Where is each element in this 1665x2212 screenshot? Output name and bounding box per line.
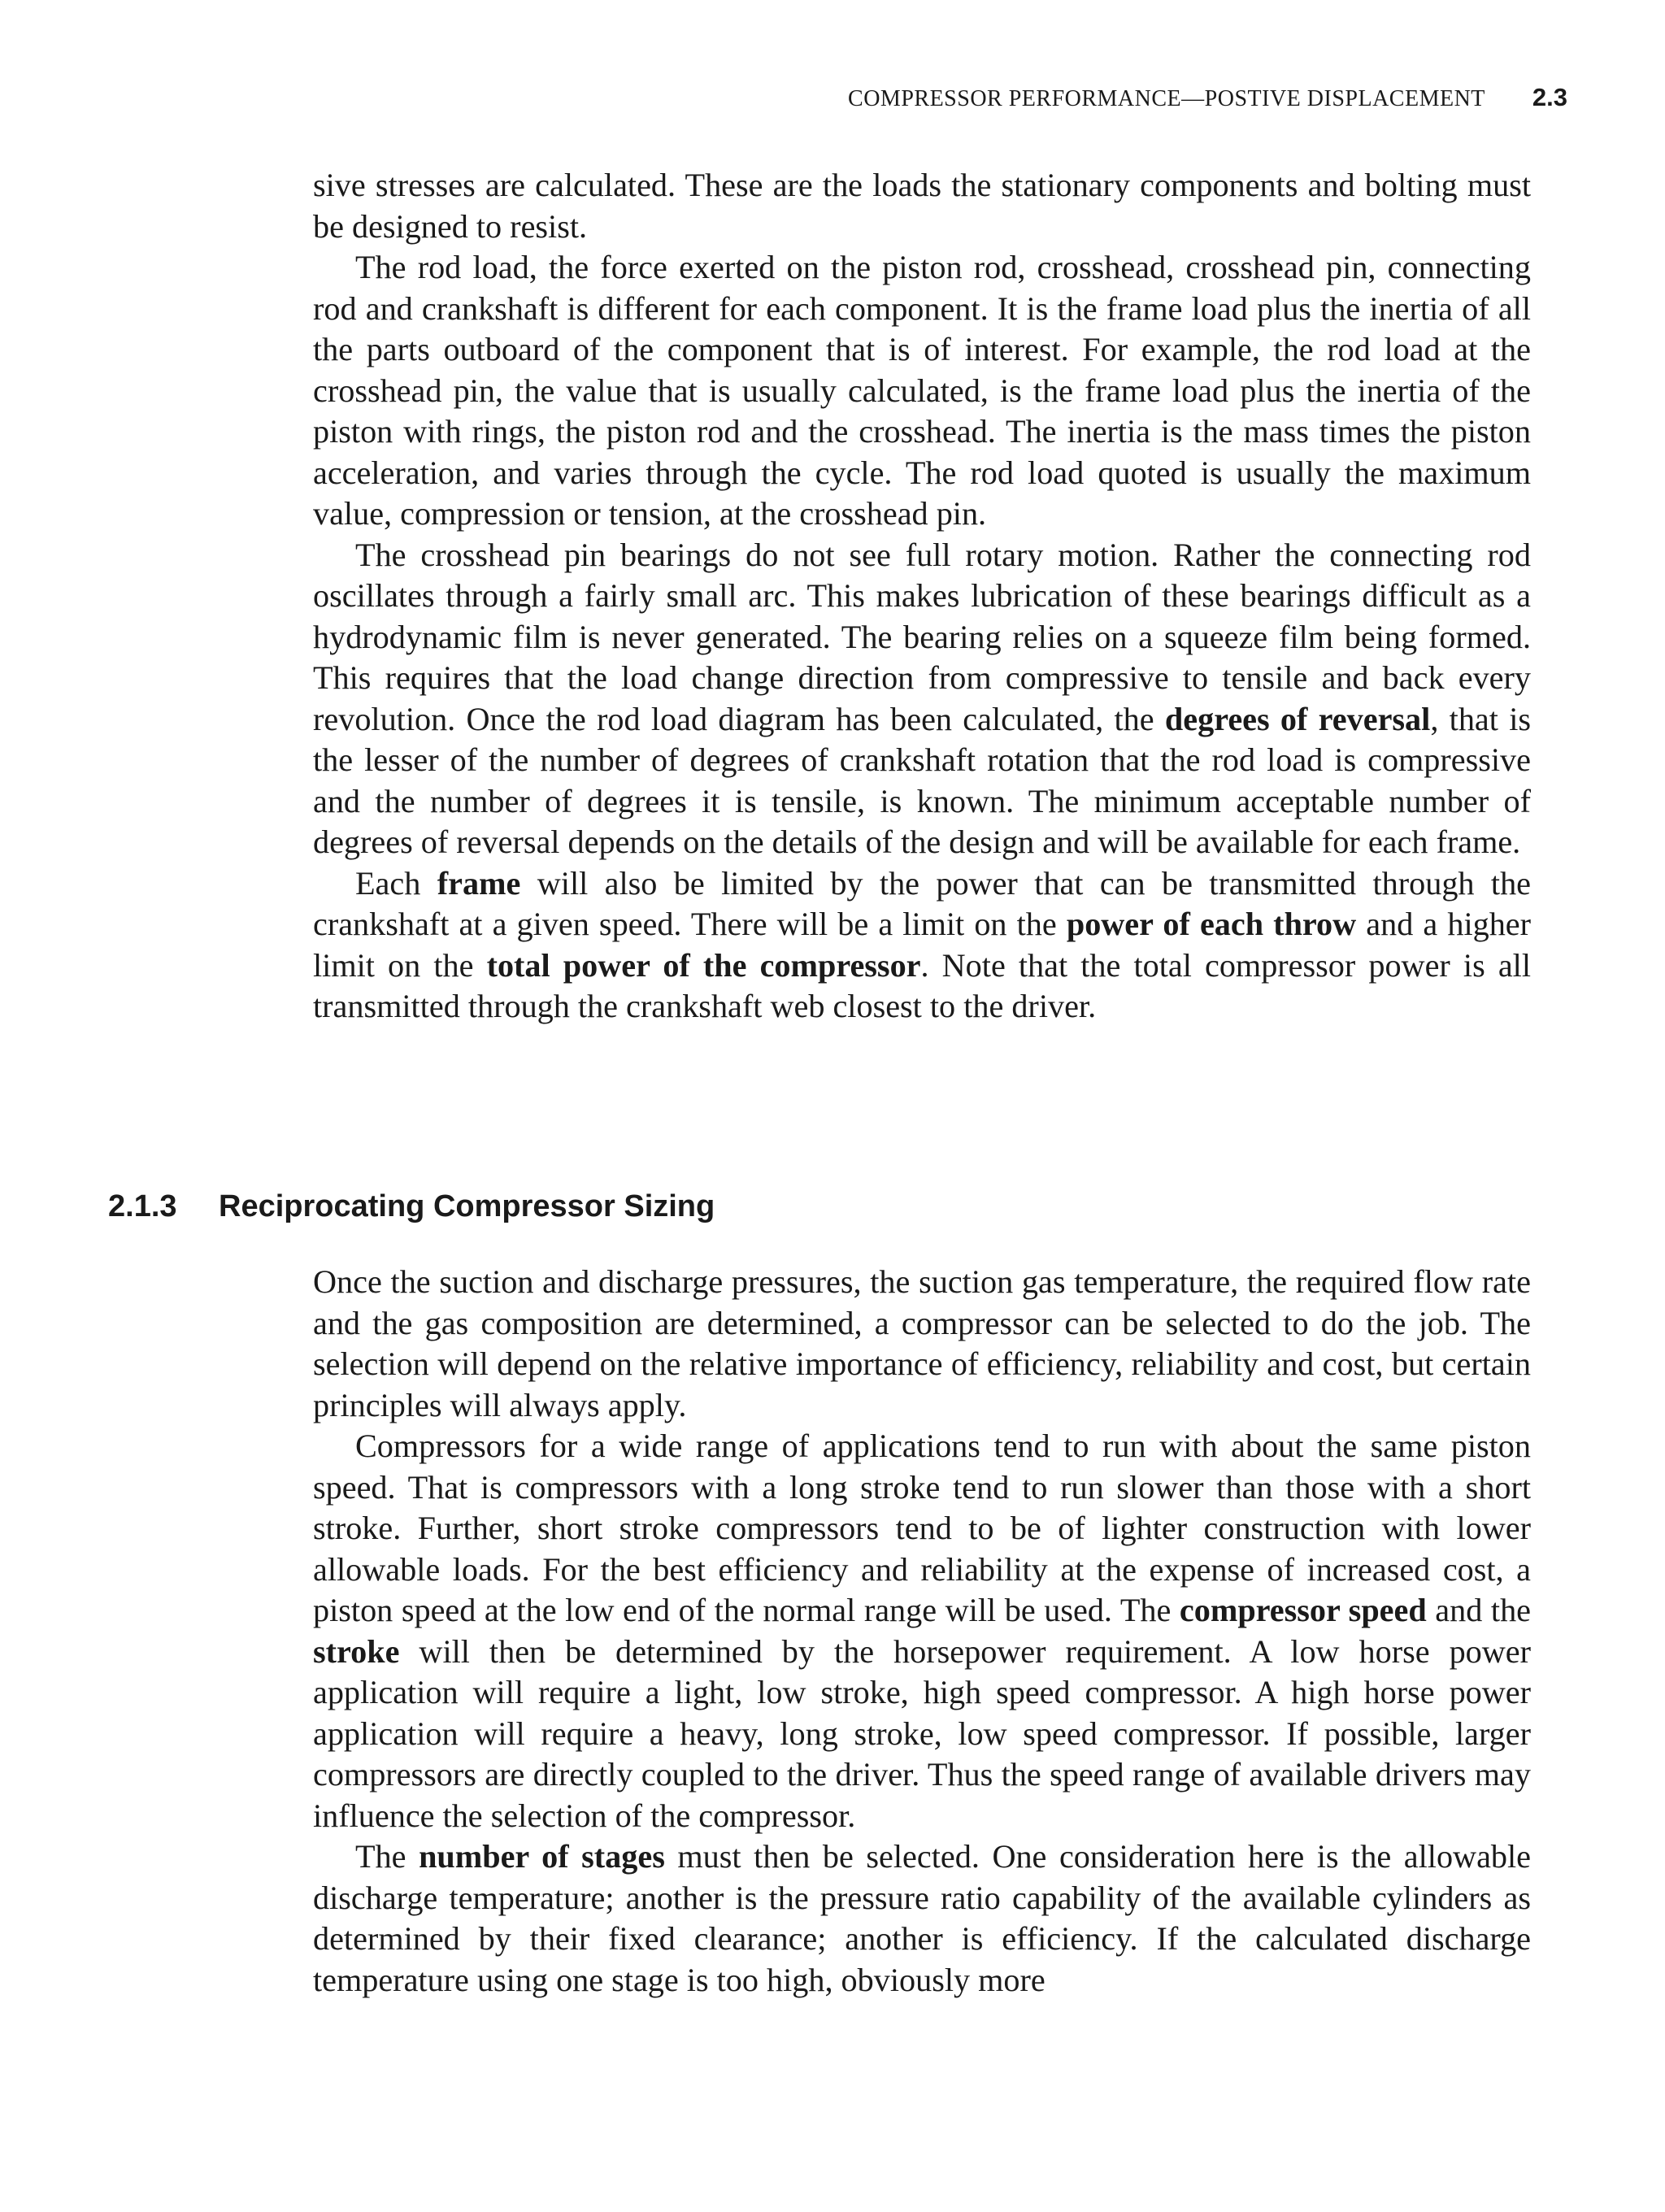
text-run: and a higher limit on the (313, 906, 1532, 984)
paragraph-piston-speed (313, 1426, 1531, 1836)
body-text-block-bottom (313, 1262, 1531, 2001)
paragraph-rod-load: The rod load, the force exerted on the piston rod, crosshead, crosshead pin, connecting rod and crankshaft is different for each component. It is the frame load plus the inertia of all the parts outboard of the component that is of interest. For example, the rod load at the crosshead pin, the value that is usually calculated, is the frame load plus the inertia of the piston with rings, the piston rod and the crosshead. The inertia is the mass times the piston acceleration, and varies through the cycle. The rod load quoted is usually the maximum value, compression or tension, at the crosshead pin. (313, 249, 1531, 532)
bold-term-stroke: stroke (313, 1632, 400, 1670)
paragraph-continued: sive stresses are calculated. These are the loads the stationary components and bolting must be designed to resist. (313, 167, 1531, 245)
paragraph-crosshead-pin-bearings (313, 535, 1531, 863)
paragraph-number-of-stages (313, 1836, 1531, 2001)
text-run: Each (355, 864, 421, 902)
running-head (0, 83, 1567, 112)
text-run: . Note that the total compressor power is all transmitted through the crankshaft web closest to the driver. (313, 946, 1531, 1024)
paragraph-frame-power (313, 863, 1531, 1028)
text-run: , that is the lesser of the number of degrees of crankshaft rotation that the rod load is compressive and the number of degrees it is tensile, is known. The minimum acceptable number of degrees of reversal depends on the details of the design and will be available for each frame. (313, 700, 1532, 860)
bold-term-compressor-speed: compressor speed (1179, 1592, 1427, 1628)
section-heading (108, 1189, 715, 1224)
section-number: 2.1.3 (108, 1189, 177, 1223)
paragraph-selection-intro: Once the suction and discharge pressures, the suction gas temperature, the required flow rate and the gas composition are determined, a compressor can be selected to do the job. The selection will depend on the relative importance of efficiency, reliability and cost, but certain principles will always apply. (313, 1263, 1531, 1423)
bold-term-total-power: total power of the compressor (486, 946, 921, 984)
text-run: Compressors for a wide range of applications tend to run with about the same piston speed. That is compressors with a long stroke tend to run slower than those with a short stroke. Further, short stroke compressors tend to be of lighter construction with lower allowable loads. For the best efficiency and reliability at the expense of increased cost, a piston speed at the low end of the normal range will be used. The (313, 1428, 1531, 1628)
bold-term-frame: frame (437, 864, 521, 902)
text-run: The (355, 1838, 406, 1875)
text-run: will then be determined by the horsepower requirement. A low horse power application will require a light, low stroke, high speed compressor. A high horse power application will require a heavy, long stroke, low speed compressor. If possible, larger compressors are directly coupled to the driver. Thus the speed range of available drivers may influence the selection of the compressor. (313, 1632, 1532, 1834)
text-run: must then be selected. One consideration here is the allowable discharge temperature; another is the pressure ratio capability of the available cylinders as determined by their fixed clearance; another is efficiency. If the calculated discharge temperature using one stage is too high, obviously more (313, 1838, 1532, 1998)
text-run: The crosshead pin bearings do not see full rotary motion. Rather the connecting rod oscillates through a fairly small arc. This makes lubrication of these bearings difficult as a hydrodynamic film is never generated. The bearing relies on a squeeze film being formed. This requires that the load change direction from compressive to tensile and back every revolution. Once the rod load diagram has been calculated, the (313, 536, 1531, 737)
text-run: and the (1435, 1592, 1532, 1628)
running-head-title: COMPRESSOR PERFORMANCE—POSTIVE DISPLACEMENT (848, 86, 1485, 111)
body-text-block-top (313, 165, 1531, 1028)
bold-term-degrees-of-reversal: degrees of reversal (1164, 700, 1431, 737)
text-run: will also be limited by the power that can be transmitted through the crankshaft at a given speed. There will be a limit on the (313, 864, 1531, 942)
section-title: Reciprocating Compressor Sizing (219, 1189, 715, 1223)
bold-term-power-of-each-throw: power of each throw (1066, 906, 1357, 942)
page-number: 2.3 (1532, 83, 1567, 111)
bold-term-number-of-stages: number of stages (419, 1838, 665, 1875)
